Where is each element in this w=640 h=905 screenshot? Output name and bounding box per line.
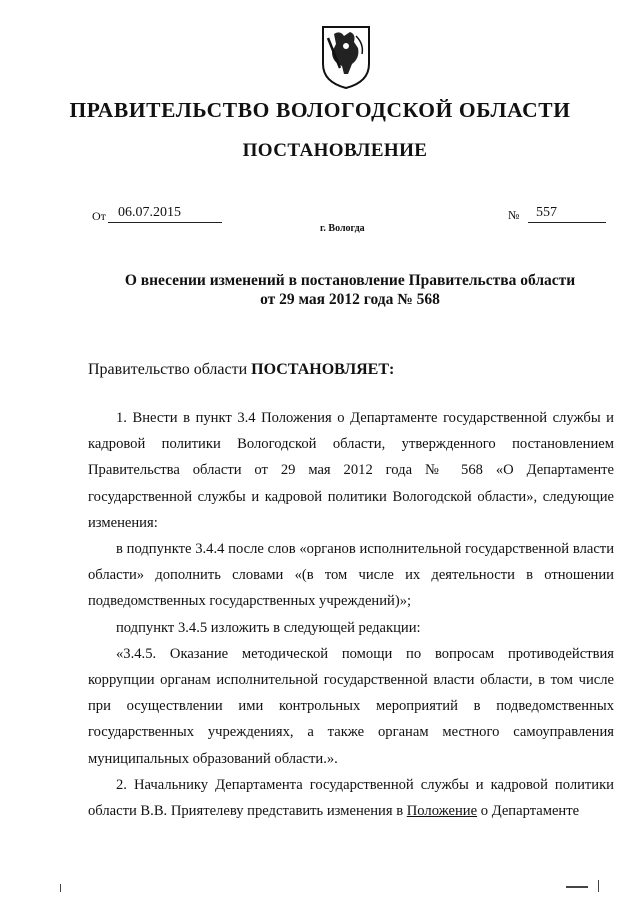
date-underline bbox=[108, 222, 222, 223]
paragraph-5 bbox=[88, 772, 614, 824]
number-underline bbox=[528, 222, 606, 223]
paragraph-3: подпункт 3.4.5 изложить в следующей редакции: bbox=[116, 619, 421, 636]
regulation-link[interactable]: Положение bbox=[406, 803, 478, 820]
city-label: г. Вологда bbox=[320, 223, 365, 234]
date-label: От bbox=[92, 209, 106, 223]
scan-artifact-mark bbox=[566, 886, 588, 888]
number-label: № bbox=[508, 208, 520, 222]
date-value: 06.07.2015 bbox=[118, 205, 181, 220]
subject-line-2: от 29 мая 2012 года № 568 bbox=[260, 291, 440, 308]
document-type: ПОСТАНОВЛЕНИЕ bbox=[242, 140, 428, 161]
preamble bbox=[88, 361, 394, 379]
preamble-prefix: Правительство области bbox=[88, 361, 252, 378]
organization-title: ПРАВИТЕЛЬСТВО ВОЛОГОДСКОЙ ОБЛАСТИ bbox=[69, 98, 571, 122]
scan-artifact-left bbox=[60, 884, 61, 892]
number-value: 557 bbox=[536, 205, 557, 220]
paragraph-1: 1. Внести в пункт 3.4 Положения о Департаменте государственной службы и кадровой политики Вологодской области, утвержденного постановлением Правительства области от 29 мая 2012 года № 568 «О Департаменте государственной службы и кадровой политики Вологодской области», следующие изменения: bbox=[88, 410, 614, 531]
coat-of-arms-emblem bbox=[320, 24, 372, 90]
paragraph-5-tail: о Департаменте bbox=[477, 803, 580, 820]
scan-artifact-tick bbox=[598, 880, 599, 892]
paragraph-4: «3.4.5. Оказание методической помощи по вопросам противодействия коррупции органам исполнительной государственной власти области, в том числе при осуществлении ими контрольных мероприятий в подведомственных государственных учреждениях, а также органам местного самоуправления муниципальных образований области.». bbox=[88, 645, 614, 767]
preamble-resolves: ПОСТАНОВЛЯЕТ: bbox=[251, 361, 395, 378]
document-subject bbox=[90, 271, 610, 309]
subject-line-1: О внесении изменений в постановление Правительства области bbox=[124, 272, 576, 289]
paragraph-5-text: 2. Начальнику Департамента государственной службы и кадровой политики области В.В. Приятелеву представить изменения в bbox=[88, 776, 614, 820]
paragraph-2: в подпункте 3.4.4 после слов «органов исполнительной государственной власти области» дополнить словами «(в том числе их деятельности в отношении подведомственных государственных учреждений)»; bbox=[88, 541, 614, 610]
document-body bbox=[88, 405, 614, 824]
